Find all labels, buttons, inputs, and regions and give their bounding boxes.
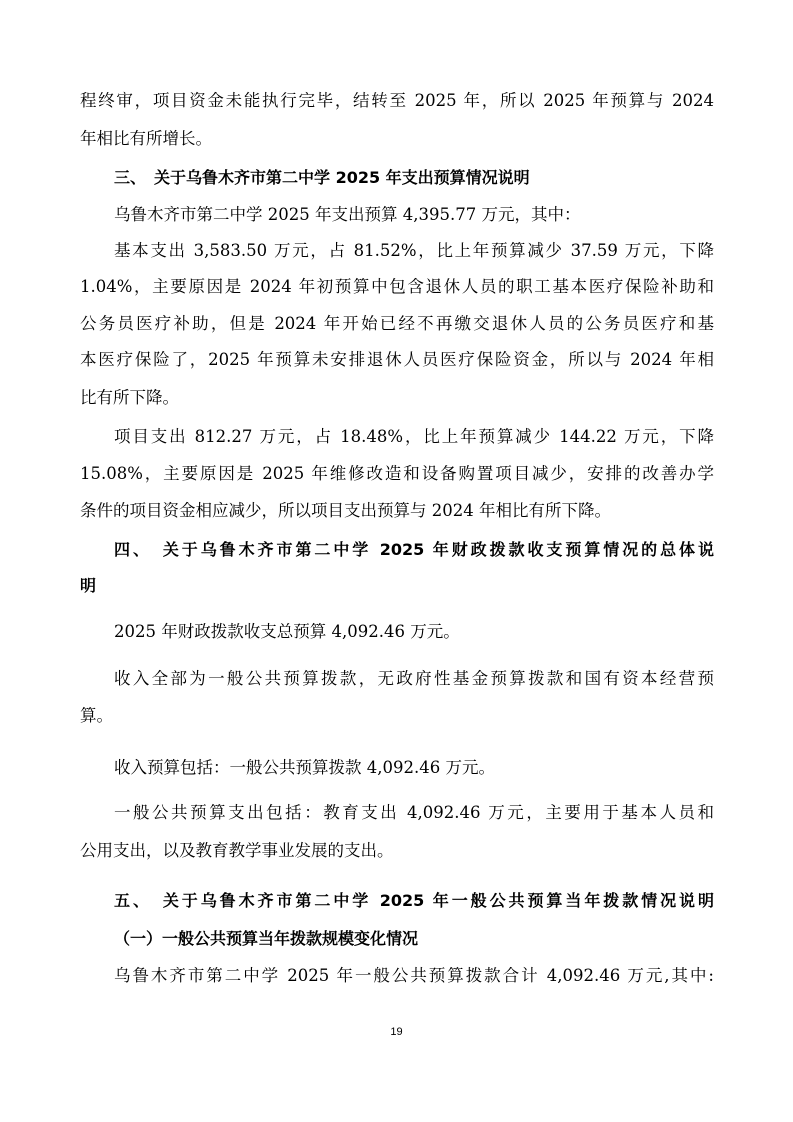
page-number: 19 [390,1026,403,1038]
paragraph-line: 年相比有所增长。 [80,129,212,148]
paragraph-line: 公用支出，以及教育教学事业发展的支出。 [80,841,394,860]
paragraph-line: 比有所下降。 [80,388,179,407]
section-heading-5: 五、 关于乌鲁木齐市第二中学 2025 年一般公共预算当年拨款情况说明 [114,891,714,910]
section-heading-3: 三、 关于乌鲁木齐市第二中学 2025 年支出预算情况说明 [114,168,530,187]
paragraph-line: 收入全部为一般公共预算拨款，无政府性基金预算拨款和国有资本经营预 [114,669,714,688]
paragraph-line: 乌鲁木齐市第二中学 2025 年支出预算 4,395.77 万元，其中： [114,205,581,224]
paragraph-line: 公务员医疗补助，但是 2024 年开始已经不再缴交退休人员的公务员医疗和基 [80,314,714,333]
paragraph-line: 本医疗保险了，2025 年预算未安排退休人员医疗保险资金，所以与 2024 年相 [80,350,714,369]
paragraph-line: 算。 [80,706,113,725]
paragraph-line: 程终审，项目资金未能执行完毕，结转至 2025 年，所以 2025 年预算与 2024 [80,91,714,110]
paragraph-line: 1.04%，主要原因是 2024 年初预算中包含退休人员的职工基本医疗保险补助和 [80,277,714,296]
paragraph-line: 一般公共预算支出包括：教育支出 4,092.46 万元，主要用于基本人员和 [114,803,714,822]
paragraph-line: 收入预算包括：一般公共预算拨款 4,092.46 万元。 [114,758,495,777]
paragraph-line: 条件的项目资金相应减少，所以项目支出预算与 2024 年相比有所下降。 [80,501,611,520]
section-heading-4: 四、 关于乌鲁木齐市第二中学 2025 年财政拨款收支预算情况的总体说 [114,540,714,559]
paragraph-line: 2025 年财政拨款收支总预算 4,092.46 万元。 [114,622,460,641]
paragraph-line: 15.08%，主要原因是 2025 年维修改造和设备购置项目减少，安排的改善办学 [80,464,714,483]
paragraph-line: 乌鲁木齐市第二中学 2025 年一般公共预算拨款合计 4,092.46 万元,其中: [114,966,714,985]
section-heading-4-cont: 明 [80,576,97,595]
paragraph-line: 项目支出 812.27 万元，占 18.48%，比上年预算减少 144.22 万元，下降 [114,427,714,446]
subsection-heading: （一）一般公共预算当年拨款规模变化情况 [114,929,419,948]
paragraph-line: 基本支出 3,583.50 万元，占 81.52%，比上年预算减少 37.59 万元，下降 [114,241,714,260]
